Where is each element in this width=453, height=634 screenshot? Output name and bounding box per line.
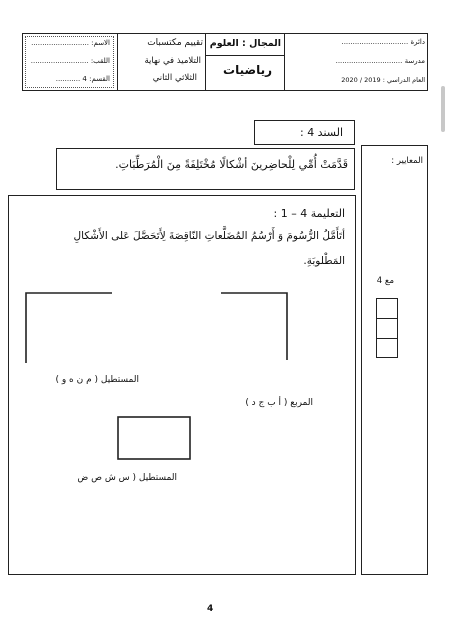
partial-square	[221, 293, 287, 360]
eval-title-line3: الثلاثي الثاني	[152, 73, 197, 83]
scrollbar-thumb[interactable]	[441, 86, 445, 132]
subject-name: رياضيات	[223, 63, 272, 77]
task-line2: المَطْلوبَةِ.	[303, 255, 345, 267]
subject-domain: المجال : العلوم	[209, 38, 281, 49]
support-text: قَدَّمَتْ أُمِّي لِلْحاضِرينَ أشْكالًا مُخْتَلِفَةً مِنَ الْمُرَطِّبَاتِ.	[115, 158, 348, 171]
criteria-item: مع 4	[376, 276, 394, 286]
region-field: دائرة ..............................	[341, 38, 425, 46]
rectangle-2	[118, 417, 190, 459]
school-year: العام الدراسي : 2019 / 2020	[341, 76, 425, 84]
school-field: مدرسة ..............................	[335, 57, 425, 65]
eval-title-line2: التلاميذ في نهاية	[144, 56, 201, 66]
eval-title-line1: تقييم مكتسبات	[147, 38, 203, 48]
name-field: الاسم: ..........................	[31, 39, 110, 47]
partial-rectangle-1	[26, 293, 112, 363]
page-number: 4	[207, 604, 214, 614]
criteria-title: المعايير :	[391, 156, 423, 166]
rectangle-1-label: المستطيل ( م ن ه و )	[55, 375, 139, 385]
square-label: المربع ( أ ب ج د )	[245, 398, 313, 408]
support-label: السند 4 :	[299, 126, 343, 139]
rectangle-2-label: المستطيل ( س ش ص ض	[77, 473, 177, 483]
surname-field: اللقب: ..........................	[30, 57, 110, 65]
class-field: القسم: 4 ...........	[55, 75, 110, 83]
task-line1: أتَأَمَّلُ الرُّسُومَ وَ أَرْسُمُ المُضَلَّعاتِ النّاقِصَةَ لِأَتَحَصَّلَ عَلى الأَشْكالِ	[73, 230, 345, 242]
task-heading: التعليمة 4 – 1 :	[273, 207, 345, 220]
